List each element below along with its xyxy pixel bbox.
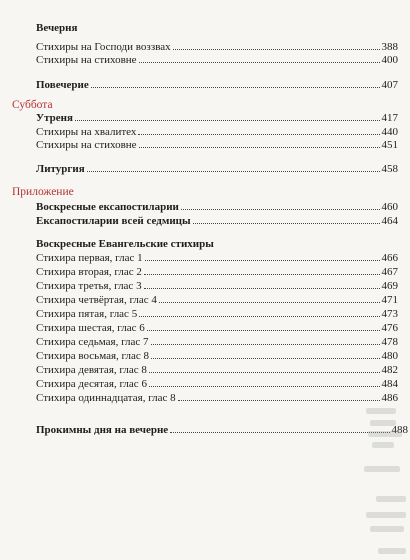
toc-entry[interactable] bbox=[36, 308, 398, 321]
toc-entry-page: 440 bbox=[381, 126, 398, 138]
toc-entry-page: 473 bbox=[381, 308, 398, 320]
toc-entry-page: 469 bbox=[381, 280, 398, 292]
toc-entry[interactable] bbox=[36, 201, 398, 214]
leader-dots bbox=[87, 171, 380, 172]
leader-dots bbox=[178, 400, 380, 401]
toc-entry[interactable] bbox=[36, 266, 398, 279]
leader-dots bbox=[138, 134, 379, 135]
toc-entry-label: Литургия bbox=[36, 163, 85, 175]
toc-entry-label: Стихира одиннадцатая, глас 8 bbox=[36, 392, 176, 404]
toc-entry[interactable] bbox=[36, 294, 398, 307]
toc-entry-label: Стихира вторая, глас 2 bbox=[36, 266, 142, 278]
toc-entry-label: Стихиры на Господи воззвах bbox=[36, 41, 171, 53]
section-title-subbota: Суббота bbox=[12, 99, 53, 111]
toc-entry-label: Стихира десятая, глас 6 bbox=[36, 378, 147, 390]
toc-entry-page: 388 bbox=[381, 41, 398, 53]
toc-entry-label: Стихира восьмая, глас 8 bbox=[36, 350, 149, 362]
toc-entry[interactable] bbox=[36, 252, 398, 265]
toc-entry-label: Утреня bbox=[36, 112, 73, 124]
show-through-texture bbox=[356, 400, 410, 560]
toc-entry-page: 417 bbox=[381, 112, 398, 124]
toc-entry-label: Стихира девятая, глас 8 bbox=[36, 364, 147, 376]
toc-entry-utrenya[interactable] bbox=[36, 112, 398, 125]
leader-dots bbox=[144, 288, 380, 289]
toc-entry-label: Воскресные ексапостиларии bbox=[36, 201, 179, 213]
toc-entry-page: 488 bbox=[391, 424, 408, 436]
toc-entry[interactable] bbox=[36, 378, 398, 391]
toc-entry-page: 486 bbox=[381, 392, 398, 404]
toc-entry[interactable] bbox=[36, 336, 398, 349]
group-title-evangelskie: Воскресные Евангельские стихиры bbox=[36, 238, 214, 250]
toc-entry-page: 484 bbox=[381, 378, 398, 390]
toc-entry-label: Стихира пятая, глас 5 bbox=[36, 308, 138, 320]
toc-entry[interactable] bbox=[36, 126, 398, 139]
toc-entry-page: 478 bbox=[381, 336, 398, 348]
toc-entry-label: Ексапостиларии всей седмицы bbox=[36, 215, 191, 227]
toc-entry-povecherie[interactable] bbox=[36, 79, 398, 92]
toc-entry[interactable] bbox=[36, 54, 398, 67]
toc-entry-page: 482 bbox=[381, 364, 398, 376]
toc-entry-label: Стихиры на хвалитех bbox=[36, 126, 137, 138]
leader-dots bbox=[139, 62, 380, 63]
toc-entry[interactable] bbox=[36, 215, 398, 228]
toc-entry-label: Стихира четвёртая, глас 4 bbox=[36, 294, 157, 306]
toc-entry-page: 451 bbox=[381, 139, 398, 151]
toc-entry-page: 467 bbox=[381, 266, 398, 278]
toc-entry-label: Стихира седьмая, глас 7 bbox=[36, 336, 149, 348]
toc-entry[interactable] bbox=[36, 350, 398, 363]
leader-dots bbox=[151, 344, 380, 345]
leader-dots bbox=[145, 260, 380, 261]
toc-entry-prokimny[interactable] bbox=[36, 424, 408, 437]
group-title-vechernya: Вечерня bbox=[36, 22, 78, 34]
toc-entry[interactable] bbox=[36, 139, 398, 152]
toc-entry[interactable] bbox=[36, 392, 398, 405]
toc-entry-page: 407 bbox=[381, 79, 398, 91]
leader-dots bbox=[144, 274, 380, 275]
toc-entry-page: 464 bbox=[381, 215, 398, 227]
section-title-prilozhenie: Приложение bbox=[12, 186, 74, 198]
leader-dots bbox=[149, 372, 380, 373]
toc-entry-label: Стихиры на стиховне bbox=[36, 139, 137, 151]
toc-entry-page: 480 bbox=[381, 350, 398, 362]
toc-entry-label: Стихира шестая, глас 6 bbox=[36, 322, 145, 334]
toc-entry-label: Прокимны дня на вечерне bbox=[36, 424, 169, 436]
toc-entry-label: Стихира первая, глас 1 bbox=[36, 252, 143, 264]
leader-dots bbox=[151, 358, 380, 359]
toc-entry-page: 458 bbox=[381, 163, 398, 175]
leader-dots bbox=[147, 330, 380, 331]
leader-dots bbox=[149, 386, 380, 387]
leader-dots bbox=[173, 49, 380, 50]
toc-entry-page: 460 bbox=[381, 201, 398, 213]
leader-dots bbox=[193, 223, 380, 224]
toc-entry[interactable] bbox=[36, 364, 398, 377]
leader-dots bbox=[139, 147, 380, 148]
toc-entry-liturgiya[interactable] bbox=[36, 163, 398, 176]
toc-entry[interactable] bbox=[36, 322, 398, 335]
toc-entry-label: Повечерие bbox=[36, 79, 89, 91]
toc-entry-label: Стихиры на стиховне bbox=[36, 54, 137, 66]
toc-entry-page: 476 bbox=[381, 322, 398, 334]
toc-entry[interactable] bbox=[36, 280, 398, 293]
toc-entry-page: 471 bbox=[381, 294, 398, 306]
toc-entry-page: 466 bbox=[381, 252, 398, 264]
toc-entry-label: Стихира третья, глас 3 bbox=[36, 280, 142, 292]
leader-dots bbox=[159, 302, 380, 303]
toc-entry-page: 400 bbox=[381, 54, 398, 66]
toc-entry[interactable] bbox=[36, 41, 398, 54]
leader-dots bbox=[139, 316, 379, 317]
leader-dots bbox=[181, 209, 380, 210]
leader-dots bbox=[91, 87, 380, 88]
leader-dots bbox=[75, 120, 380, 121]
